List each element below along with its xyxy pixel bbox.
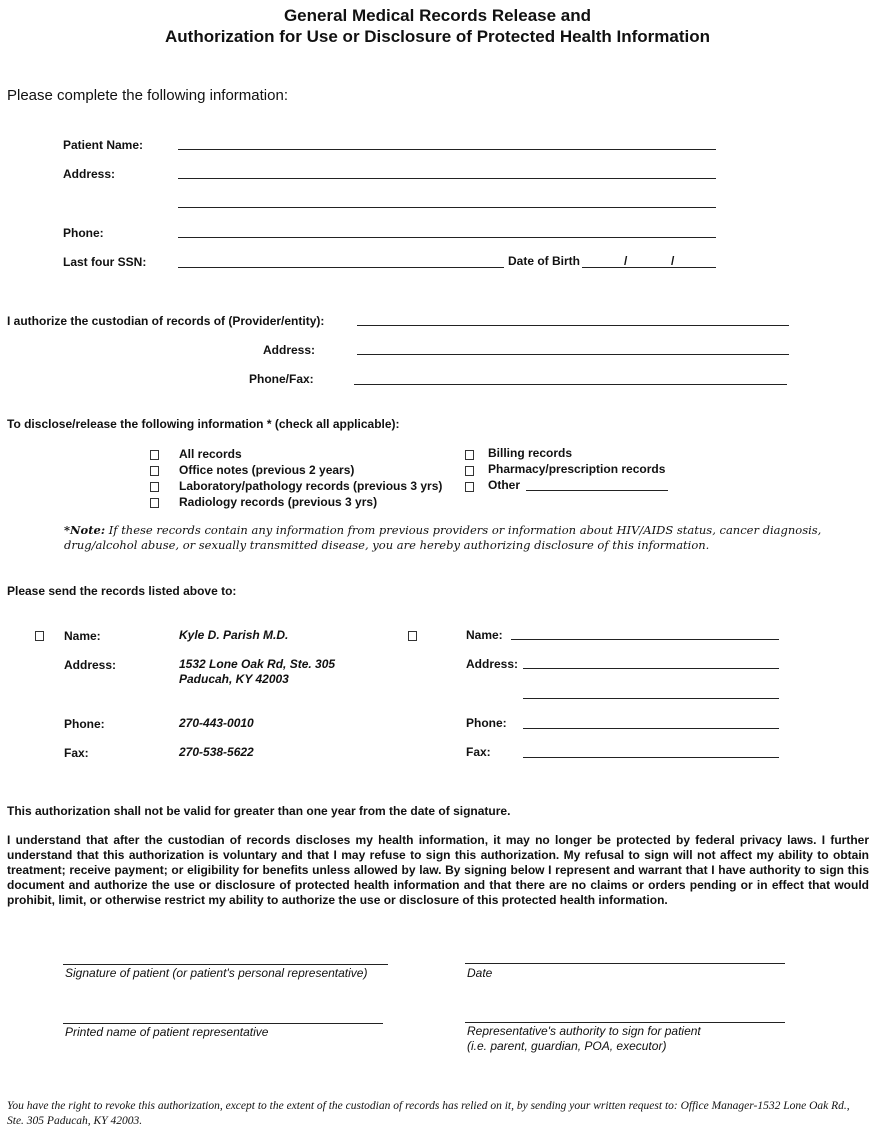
send-to-heading: Please send the records listed above to:: [7, 584, 237, 598]
provider-phone: 270-443-0010: [179, 716, 254, 730]
disclose-heading: To disclose/release the following information * (check all applicable):: [7, 417, 400, 431]
provider-address-line1: 1532 Lone Oak Rd, Ste. 305: [179, 657, 336, 671]
patient-phone-field[interactable]: [178, 237, 716, 238]
revocation-footer: You have the right to revoke this authorization, except to the extent of the custodian of records has relied on it, by sending your written request to: Office Manager-1532 Lone Oak Rd., Ste. 305 Paducah, KY 42003.: [7, 1100, 850, 1127]
rep-authority-label-1: Representative's authority to sign for patient: [467, 1024, 701, 1038]
option-other: Other: [488, 478, 521, 492]
validity-text: This authorization shall not be valid for greater than one year from the date of signature.: [7, 804, 511, 818]
patient-address-label: Address:: [63, 167, 116, 181]
option-all-records: All records: [179, 447, 242, 461]
intro-text: Please complete the following information:: [7, 87, 288, 104]
note-label: *Note:: [64, 523, 106, 537]
option-pharmacy-records: Pharmacy/prescription records: [488, 462, 666, 476]
other-fax-field[interactable]: [523, 757, 779, 758]
patient-name-label: Patient Name:: [63, 138, 144, 152]
option-lab-records: Laboratory/pathology records (previous 3 yrs): [179, 479, 443, 493]
checkbox-send-to-provider[interactable]: [35, 631, 44, 641]
other-address-field-1[interactable]: [523, 668, 779, 669]
provider-name: Kyle D. Parish M.D.: [179, 628, 289, 642]
checkbox-radiology-records[interactable]: [150, 498, 159, 508]
checkbox-send-to-other[interactable]: [408, 631, 417, 641]
option-billing-records: Billing records: [488, 446, 573, 460]
send-name-label: Name:: [64, 629, 101, 643]
custodian-provider-field[interactable]: [357, 325, 789, 326]
checkbox-lab-records[interactable]: [150, 482, 159, 492]
dob-separator-1: /: [624, 254, 628, 268]
printed-name-field[interactable]: [63, 1023, 383, 1024]
date-field[interactable]: [465, 963, 785, 964]
rep-authority-field[interactable]: [465, 1022, 785, 1023]
patient-ssn-label: Last four SSN:: [63, 255, 147, 269]
option-office-notes: Office notes (previous 2 years): [179, 463, 355, 477]
custodian-label: I authorize the custodian of records of (Provider/entity):: [7, 314, 325, 328]
checkbox-office-notes[interactable]: [150, 466, 159, 476]
dob-label: Date of Birth: [508, 254, 580, 268]
patient-name-field[interactable]: [178, 149, 716, 150]
form-title-line2: Authorization for Use or Disclosure of Protected Health Information: [165, 27, 710, 46]
form-title-line1: General Medical Records Release and: [283, 6, 592, 25]
checkbox-all-records[interactable]: [150, 450, 159, 460]
send-fax-label: Fax:: [64, 746, 89, 760]
other-name-label: Name:: [466, 628, 503, 642]
checkbox-other[interactable]: [465, 482, 474, 492]
provider-address-line2: Paducah, KY 42003: [179, 672, 289, 686]
disclosure-note: [64, 523, 824, 553]
other-phone-label: Phone:: [466, 716, 507, 730]
other-address-label: Address:: [466, 657, 519, 671]
dob-field[interactable]: [582, 267, 716, 268]
patient-phone-label: Phone:: [63, 226, 104, 240]
other-fax-label: Fax:: [466, 745, 491, 759]
custodian-address-field[interactable]: [357, 354, 789, 355]
provider-fax: 270-538-5622: [179, 745, 254, 759]
date-label: Date: [467, 966, 493, 980]
checkbox-pharmacy-records[interactable]: [465, 466, 474, 476]
other-name-field[interactable]: [511, 639, 779, 640]
dob-separator-2: /: [671, 254, 675, 268]
understand-paragraph: I understand that after the custodian of records discloses my health information, it may no longer be protected by federal privacy laws. I further understand that this authorization is voluntary and that I may refuse to sign this authorization. My refusal to sign will not affect my ability to obtain treatment; receive payment; or eligibility for benefits unless allowed by law. By signing below I represent and warrant that I have authority to sign this document and authorize the use or disclosure of protected health information and that there are no claims or orders pending or in effect that would prohibit, limit, or otherwise restrict my ability to authorize the use or disclosure of this protected health information.: [7, 833, 869, 907]
custodian-phonefax-field[interactable]: [354, 384, 787, 385]
custodian-phonefax-label: Phone/Fax:: [249, 372, 314, 386]
patient-address-field-1[interactable]: [178, 178, 716, 179]
note-text: If these records contain any information from previous providers or information about HIV/AIDS status, cancer diagnosis, drug/alcohol abuse, or sexually transmitted disease, you are hereby authorizing disclosure of this information.: [64, 523, 822, 552]
custodian-address-label: Address:: [263, 343, 316, 357]
send-address-label: Address:: [64, 658, 117, 672]
other-field[interactable]: [526, 490, 668, 491]
patient-address-field-2[interactable]: [178, 207, 716, 208]
patient-ssn-field[interactable]: [178, 267, 504, 268]
other-address-field-2[interactable]: [523, 698, 779, 699]
patient-signature-field[interactable]: [63, 964, 388, 965]
option-radiology-records: Radiology records (previous 3 yrs): [179, 495, 378, 509]
patient-signature-label: Signature of patient (or patient's personal representative): [65, 966, 368, 980]
rep-authority-label-2: (i.e. parent, guardian, POA, executor): [467, 1039, 667, 1053]
checkbox-billing-records[interactable]: [465, 450, 474, 460]
send-phone-label: Phone:: [64, 717, 105, 731]
printed-name-label: Printed name of patient representative: [65, 1025, 269, 1039]
other-phone-field[interactable]: [523, 728, 779, 729]
